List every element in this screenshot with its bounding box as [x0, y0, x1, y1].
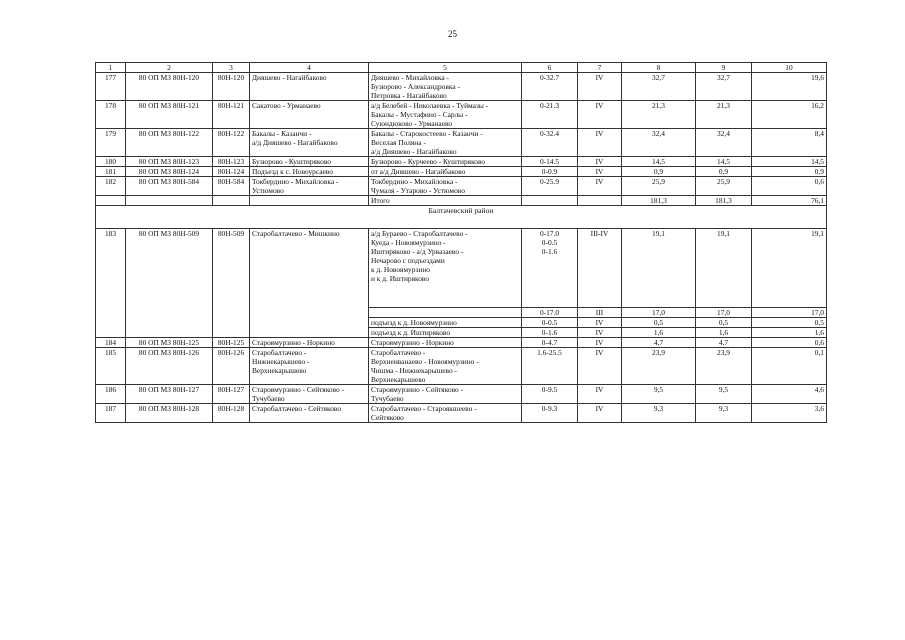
table-cell: 32,7	[622, 73, 696, 101]
table-cell: 14,5	[622, 157, 696, 167]
table-cell: Токбердино - Михайловка - Чумаля - Утарово - Устюмово	[369, 177, 522, 196]
table-cell: Дияшево - Михайловка - Бузюрово - Александровка - Петровка - Нагайбаково	[369, 73, 522, 101]
table-cell: III-IV	[578, 229, 622, 308]
table-cell: 19,1	[696, 229, 752, 308]
table-cell: 0-25.9	[522, 177, 578, 196]
table-cell: 80Н-509	[213, 229, 250, 338]
table-cell: Дияшево - Нагайбаково	[250, 73, 369, 101]
table-cell	[250, 196, 369, 206]
table-cell: 80Н-127	[213, 385, 250, 404]
table-cell: 80Н-128	[213, 404, 250, 423]
table-cell	[96, 196, 126, 206]
table-cell: 183	[96, 229, 126, 338]
table-body	[96, 63, 827, 423]
district-heading: Балтачевский район	[96, 206, 827, 229]
table-cell: 0-0.9	[522, 167, 578, 177]
table-cell: 186	[96, 385, 126, 404]
table-cell: 0,1	[752, 348, 827, 385]
table-cell: 0,9	[622, 167, 696, 177]
table-cell: IV	[578, 328, 622, 338]
table-cell: IV	[578, 167, 622, 177]
table-cell: 80Н-584	[213, 177, 250, 196]
table-cell: Старобалтачево - Староякшеево - Сейтяково	[369, 404, 522, 423]
table-cell: 9,3	[622, 404, 696, 423]
table-cell: 17,0	[752, 308, 827, 318]
table-cell: 80 ОП МЗ 80Н-584	[126, 177, 213, 196]
table-cell: 16,2	[752, 101, 827, 129]
table-cell: IV	[578, 129, 622, 157]
column-header: 3	[213, 63, 250, 73]
table-cell: 182	[96, 177, 126, 196]
table-cell: 32,4	[696, 129, 752, 157]
table-row	[96, 348, 827, 385]
table-cell	[213, 196, 250, 206]
table-cell: Староямурзино - Норкино	[250, 338, 369, 348]
table-cell: 1,6	[622, 328, 696, 338]
total-label: Итого	[369, 196, 522, 206]
table-cell: 184	[96, 338, 126, 348]
table-cell: 0-32.4	[522, 129, 578, 157]
table-cell: 0-17.0	[522, 308, 578, 318]
table-cell: 181	[96, 167, 126, 177]
table-cell: 9,5	[696, 385, 752, 404]
table-cell: 0-4.7	[522, 338, 578, 348]
table-cell: IV	[578, 348, 622, 385]
table-cell: 178	[96, 101, 126, 129]
table-cell: Бузюрово - Куштиряково	[250, 157, 369, 167]
page-number: 25	[448, 29, 457, 39]
header-row	[96, 63, 827, 73]
table-cell: 80 ОП МЗ 80Н-128	[126, 404, 213, 423]
table-cell: 21,3	[622, 101, 696, 129]
table-cell	[578, 196, 622, 206]
table-cell: IV	[578, 338, 622, 348]
table-cell: IV	[578, 157, 622, 167]
table-cell: Старобалтачево - Мишкино	[250, 229, 369, 338]
column-header: 9	[696, 63, 752, 73]
table-cell: 80 ОП МЗ 80Н-126	[126, 348, 213, 385]
table-cell: 19,1	[752, 229, 827, 308]
table-cell: Староямурзино - Норкино	[369, 338, 522, 348]
total-row	[96, 196, 827, 206]
table-cell: Бузюрово - Курчеево - Куштиряково	[369, 157, 522, 167]
table-cell: IV	[578, 318, 622, 328]
table-row	[96, 385, 827, 404]
table-cell: 0,5	[752, 318, 827, 328]
column-header: 7	[578, 63, 622, 73]
table-cell: Старобалтачево - Верхнеиванаево - Новоямурзино - Чишма - Нижнекарышево - Верхнекарышево	[369, 348, 522, 385]
table-cell: 80Н-123	[213, 157, 250, 167]
table-cell: 1,6	[696, 328, 752, 338]
roads-table	[95, 62, 827, 423]
table-cell: 80 ОП МЗ 80Н-125	[126, 338, 213, 348]
table-cell: 0,6	[752, 338, 827, 348]
table-cell: Староямурзино - Сейтяково - Тучубаево	[250, 385, 369, 404]
table-cell: IV	[578, 385, 622, 404]
table-cell: 4,7	[696, 338, 752, 348]
table-cell: 185	[96, 348, 126, 385]
table-row	[96, 157, 827, 167]
table-cell: 0-0.5	[522, 318, 578, 328]
table-cell: IV	[578, 404, 622, 423]
table-cell: 1,6	[752, 328, 827, 338]
table-cell: 179	[96, 129, 126, 157]
table-row	[96, 129, 827, 157]
table-cell: 0-32.7	[522, 73, 578, 101]
table-cell: 17,0	[622, 308, 696, 318]
column-header: 5	[369, 63, 522, 73]
table-row	[96, 73, 827, 101]
table-cell: 0,9	[752, 167, 827, 177]
table-cell: 80Н-122	[213, 129, 250, 157]
table-cell	[522, 196, 578, 206]
table-cell: 0,6	[752, 177, 827, 196]
table-cell: подъезд к д. Новоямурзино	[369, 318, 522, 328]
table-cell: 80 ОП МЗ 80Н-122	[126, 129, 213, 157]
table-cell: 80Н-124	[213, 167, 250, 177]
table-cell: 181,3	[696, 196, 752, 206]
column-header: 6	[522, 63, 578, 73]
table-cell: Старобалтачево - Нижнекарышево - Верхнекарышево	[250, 348, 369, 385]
table-cell: IV	[578, 73, 622, 101]
column-header: 2	[126, 63, 213, 73]
table-cell: Старобалтачево - Сейтяково	[250, 404, 369, 423]
table-cell: 17,0	[696, 308, 752, 318]
district-row	[96, 206, 827, 229]
table-cell: 23,9	[622, 348, 696, 385]
table-cell: 0-14.5	[522, 157, 578, 167]
table-cell: 0-9.3	[522, 404, 578, 423]
table-row	[96, 101, 827, 129]
table-cell: IV	[578, 101, 622, 129]
table-cell: 0-17.0 0-0.5 0-1.6	[522, 229, 578, 308]
table-cell: 14,5	[752, 157, 827, 167]
table-cell: 4,6	[752, 385, 827, 404]
table-cell: 4,7	[622, 338, 696, 348]
table-cell: Подъезд к с. Новоурсаево	[250, 167, 369, 177]
table-cell: 32,4	[622, 129, 696, 157]
table-cell: 181,3	[622, 196, 696, 206]
table-cell: III	[578, 308, 622, 318]
table-row	[96, 338, 827, 348]
table-row	[96, 177, 827, 196]
table-cell: подъезд к д. Иштиряково	[369, 328, 522, 338]
table-cell: Сакатово - Урманаево	[250, 101, 369, 129]
column-header: 1	[96, 63, 126, 73]
table-cell: 0-9.5	[522, 385, 578, 404]
table-cell: 3,6	[752, 404, 827, 423]
table-cell: 0,9	[696, 167, 752, 177]
table-cell: 80 ОП МЗ 80Н-123	[126, 157, 213, 167]
table-cell: 32,7	[696, 73, 752, 101]
table-cell: 1.6-25.5	[522, 348, 578, 385]
table-cell: IV	[578, 177, 622, 196]
table-cell: 0-1.6	[522, 328, 578, 338]
table-cell: Бакалы - Старокостеево - Казанчи - Веселая Поляна - а/д Дияшево - Нагайбаково	[369, 129, 522, 157]
table-cell: 19,6	[752, 73, 827, 101]
table-cell: 177	[96, 73, 126, 101]
table-cell: 80 ОП МЗ 80Н-120	[126, 73, 213, 101]
table-cell: 21,3	[696, 101, 752, 129]
table-cell: 19,1	[622, 229, 696, 308]
table-row	[96, 404, 827, 423]
table-cell: 80Н-126	[213, 348, 250, 385]
column-header: 4	[250, 63, 369, 73]
table-cell: Староямурзино - Сейтяково - Тучубаево	[369, 385, 522, 404]
table-cell: 80Н-125	[213, 338, 250, 348]
table-cell: 80 ОП МЗ 80Н-121	[126, 101, 213, 129]
table-cell: а/д Белебей - Николаевка - Туймазы - Бакалы - Мустафино - Сарлы - Суюндюково - Урманаево	[369, 101, 522, 129]
table-cell: а/д Бураево - Старобалтачево - Куеда - Новоямурзино - Иштиряково - а/д Урвазаево - Нечарово с подъездами к д. Новоямурзино и к д. Иштиряково	[369, 229, 522, 308]
table-cell: 9,5	[622, 385, 696, 404]
table-cell: Бакалы - Казанчи - а/д Дияшево - Нагайбаково	[250, 129, 369, 157]
table-cell: 80Н-120	[213, 73, 250, 101]
table-cell	[126, 196, 213, 206]
table-row	[96, 229, 827, 308]
table-cell	[369, 308, 522, 318]
table-cell: 76,1	[752, 196, 827, 206]
table-cell: 80 ОП МЗ 80Н-127	[126, 385, 213, 404]
column-header: 10	[752, 63, 827, 73]
table-cell: 180	[96, 157, 126, 167]
table-cell: 80 ОП МЗ 80Н-124	[126, 167, 213, 177]
table-cell: 25,9	[622, 177, 696, 196]
column-header: 8	[622, 63, 696, 73]
table-cell: 80Н-121	[213, 101, 250, 129]
table-cell: от а/д Дияшево - Нагайбаково	[369, 167, 522, 177]
table-cell: 0,5	[696, 318, 752, 328]
table-cell: 0,5	[622, 318, 696, 328]
table-cell: 9,3	[696, 404, 752, 423]
table-cell: 23,9	[696, 348, 752, 385]
table-cell: 8,4	[752, 129, 827, 157]
table-cell: 80 ОП МЗ 80Н-509	[126, 229, 213, 338]
table-cell: 14,5	[696, 157, 752, 167]
table-cell: 25,9	[696, 177, 752, 196]
table-cell: Токбердино - Михайловка - Устюмово	[250, 177, 369, 196]
table-row	[96, 167, 827, 177]
table-cell: 187	[96, 404, 126, 423]
table-cell: 0-21.3	[522, 101, 578, 129]
